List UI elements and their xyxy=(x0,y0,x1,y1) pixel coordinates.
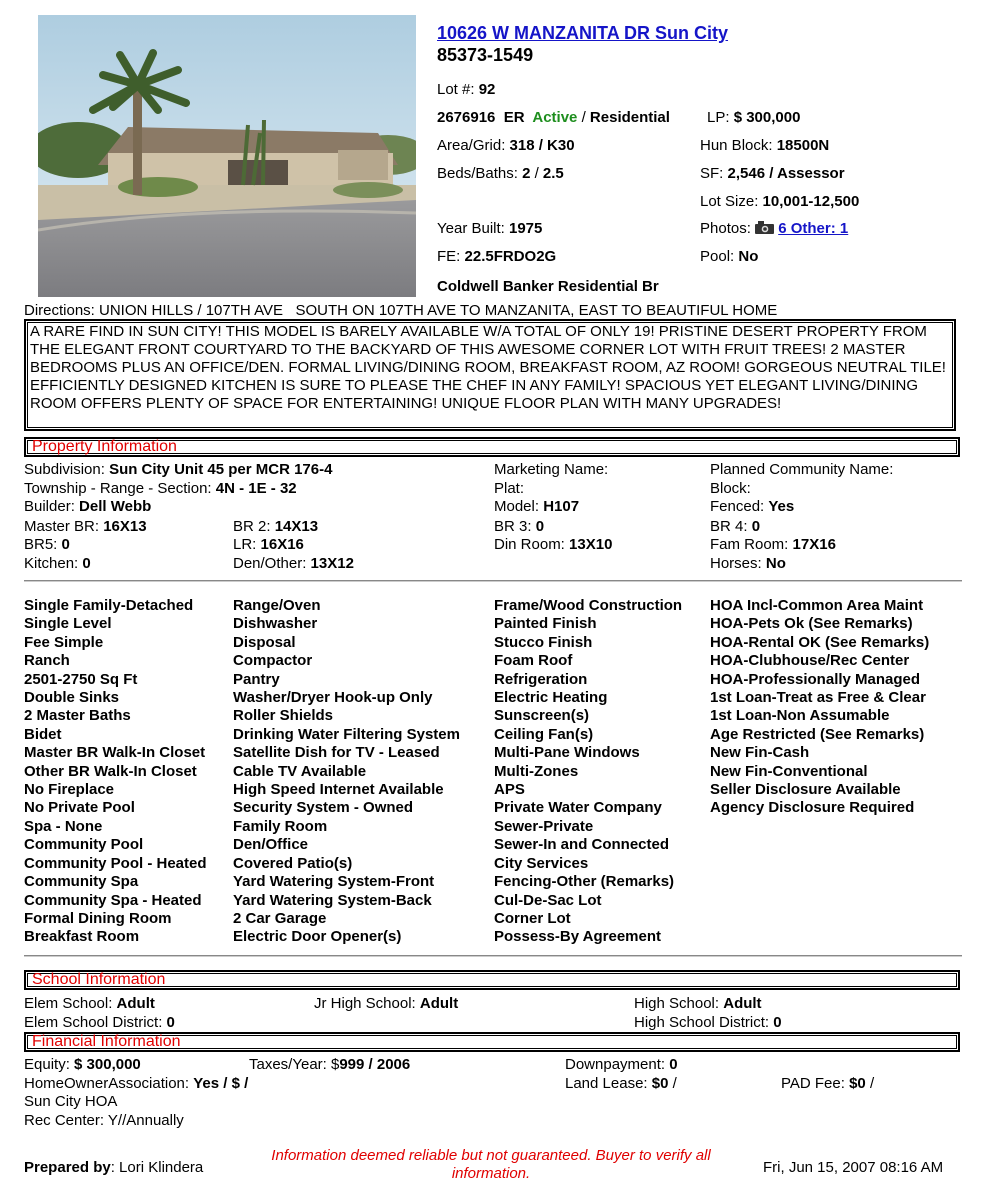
status-badge: Active xyxy=(532,109,578,126)
feature-item: Frame/Wood Construction xyxy=(494,597,683,614)
feature-item: Agency Disclosure Required xyxy=(710,799,915,817)
high-district-label: High School District: xyxy=(634,1014,770,1031)
feature-item: Multi-Pane Windows xyxy=(494,744,640,762)
hoa-label: HomeOwnerAssociation: xyxy=(24,1075,190,1092)
trs-label: Township - Range - Section: xyxy=(24,480,212,497)
hoa-field xyxy=(24,1074,248,1093)
lr-label: LR: xyxy=(233,536,257,553)
elem-district-label: Elem School District: xyxy=(24,1014,163,1031)
hoa-name: Sun City HOA xyxy=(24,1093,118,1110)
feature-item: New Fin-Cash xyxy=(710,744,810,762)
baths-value: 2.5 xyxy=(542,165,564,182)
feature-item: Sunscreen(s) xyxy=(494,707,590,725)
lot-label: Lot #: xyxy=(437,81,475,98)
model-value: H107 xyxy=(543,498,580,515)
pool-value: No xyxy=(738,248,759,265)
feature-item: Formal Dining Room xyxy=(24,909,172,927)
br4-field xyxy=(710,517,760,536)
photos-row xyxy=(700,219,848,238)
fenced-field xyxy=(710,497,794,516)
br4-label: BR 4: xyxy=(710,518,748,535)
jr-high-field xyxy=(314,994,458,1013)
sqft-row xyxy=(700,164,845,183)
elem-district-value: 0 xyxy=(166,1014,175,1031)
br3-label: BR 3: xyxy=(494,518,532,535)
feature-item: Private Water Company xyxy=(494,799,662,817)
lot-value: 92 xyxy=(478,81,496,98)
kitchen-field xyxy=(24,554,91,573)
feature-item: Multi-Zones xyxy=(494,762,579,780)
feature-item: Painted Finish xyxy=(494,615,597,633)
marketing-name-field: Marketing Name: xyxy=(494,461,609,478)
planned-community-field: Planned Community Name: xyxy=(710,461,894,478)
feature-item: Roller Shields xyxy=(233,707,334,725)
prepared-by xyxy=(24,1158,203,1177)
plat-field: Plat: xyxy=(494,480,525,497)
township-field xyxy=(24,479,297,498)
lot-number-row xyxy=(437,80,495,99)
feature-item: Sewer-In and Connected xyxy=(494,836,670,854)
lot-size-value: 10,001-12,500 xyxy=(762,193,860,210)
lot-size-label: Lot Size: xyxy=(700,193,759,210)
feature-item: Spa - None xyxy=(24,817,103,835)
equity-label: Equity: xyxy=(24,1056,70,1073)
beds-label: Beds/Baths: xyxy=(437,165,518,182)
feature-item: Electric Heating xyxy=(494,689,608,707)
din-label: Din Room: xyxy=(494,536,565,553)
feature-item: No Fireplace xyxy=(24,781,115,799)
feature-item: Yard Watering System-Front xyxy=(233,873,435,891)
divider xyxy=(24,955,962,957)
hun-block-row xyxy=(700,136,829,155)
din-room-field xyxy=(494,535,612,554)
feature-item: Community Pool - Heated xyxy=(24,854,207,872)
fe-row xyxy=(437,247,556,266)
feature-item: Foam Roof xyxy=(494,652,573,670)
feature-item: City Services xyxy=(494,854,589,872)
feature-item: Washer/Dryer Hook-up Only xyxy=(233,689,433,707)
pad-label: PAD Fee: xyxy=(781,1075,845,1092)
builder-value: Dell Webb xyxy=(79,498,152,515)
din-value: 13X10 xyxy=(569,536,613,553)
pool-row xyxy=(700,247,758,266)
feature-item: Stucco Finish xyxy=(494,633,593,651)
feature-item: Ranch xyxy=(24,652,70,670)
elem-district-field xyxy=(24,1013,175,1032)
feature-item: Community Spa - Heated xyxy=(24,891,202,909)
lp-value: $ 300,000 xyxy=(733,109,801,126)
lp-label: LP: xyxy=(707,109,730,126)
feature-item: Drinking Water Filtering System xyxy=(233,725,460,743)
elem-label: Elem School: xyxy=(24,995,113,1012)
sf-label: SF: xyxy=(700,165,724,182)
model-label: Model: xyxy=(494,498,540,515)
property-photo xyxy=(38,15,416,297)
builder-label: Builder: xyxy=(24,498,75,515)
area-value: 318 / K30 xyxy=(509,137,575,154)
feature-item: Fee Simple xyxy=(24,633,104,651)
address-zip: 85373-1549 xyxy=(437,45,534,65)
school-info-title: School Information xyxy=(32,971,166,988)
feature-item: HOA-Professionally Managed xyxy=(710,670,921,688)
br2-field xyxy=(233,517,318,536)
feature-item: Satellite Dish for TV - Leased xyxy=(233,744,440,762)
equity-field xyxy=(24,1055,141,1074)
feature-item: Compactor xyxy=(233,652,313,670)
directions-text: Directions: UNION HILLS / 107TH AVE SOUTH ON 107TH AVE TO MANZANITA, EAST TO BEAUTIFUL HOME xyxy=(24,302,778,319)
school-info-header xyxy=(24,970,960,990)
features-column xyxy=(710,597,929,818)
list-price-row xyxy=(707,108,800,127)
feature-item: Refrigeration xyxy=(494,670,588,688)
feature-item: Range/Oven xyxy=(233,597,321,614)
pool-label: Pool: xyxy=(700,248,735,265)
horses-label: Horses: xyxy=(710,555,762,572)
feature-item: HOA Incl-Common Area Maint xyxy=(710,597,924,614)
fe-value: 22.5FRDO2G xyxy=(464,248,557,265)
den-value: 13X12 xyxy=(310,555,354,572)
feature-item: HOA-Rental OK (See Remarks) xyxy=(710,633,930,651)
kitchen-label: Kitchen: xyxy=(24,555,79,572)
features-column xyxy=(494,597,682,947)
master-br-field xyxy=(24,517,147,536)
feature-item: Age Restricted (See Remarks) xyxy=(710,725,925,743)
down-value: 0 xyxy=(669,1056,678,1073)
beds-baths-row xyxy=(437,164,564,183)
den-label: Den/Other: xyxy=(233,555,307,572)
taxes-value: 999 / 2006 xyxy=(339,1056,411,1073)
feature-item: Single Family-Detached xyxy=(24,597,194,614)
feature-item: Fencing-Other (Remarks) xyxy=(494,873,675,891)
area-grid-row xyxy=(437,136,575,155)
br5-label: BR5: xyxy=(24,536,58,553)
property-photo-image xyxy=(38,15,416,297)
br2-value: 14X13 xyxy=(274,518,319,535)
feature-item: Community Spa xyxy=(24,873,139,891)
jr-label: Jr High School: xyxy=(314,995,416,1012)
jr-value: Adult xyxy=(419,995,459,1012)
feature-item: 2 Master Baths xyxy=(24,707,131,725)
year-value: 1975 xyxy=(509,220,543,237)
subdivision-label: Subdivision: xyxy=(24,461,105,478)
br3-field xyxy=(494,517,544,536)
prepared-label: Prepared by xyxy=(24,1159,111,1176)
master-value: 16X13 xyxy=(103,518,147,535)
feature-item: New Fin-Conventional xyxy=(710,762,868,780)
sf-value: 2,546 / Assessor xyxy=(727,165,845,182)
fenced-label: Fenced: xyxy=(710,498,765,515)
feature-item: Possess-By Agreement xyxy=(494,928,662,946)
hoa-rest: / $ / xyxy=(223,1075,249,1092)
feature-item: HOA-Pets Ok (See Remarks) xyxy=(710,615,913,633)
address-link[interactable]: 10626 W MANZANITA DR Sun City xyxy=(437,23,729,43)
property-info-title: Property Information xyxy=(32,438,177,455)
feature-item: 1st Loan-Treat as Free & Clear xyxy=(710,689,926,707)
fenced-value: Yes xyxy=(768,498,795,515)
high-district-field xyxy=(634,1013,782,1032)
year-label: Year Built: xyxy=(437,220,505,237)
feature-item: Family Room xyxy=(233,817,328,835)
area-label: Area/Grid: xyxy=(437,137,506,154)
property-type: Residential xyxy=(589,109,670,126)
feature-item: Cul-De-Sac Lot xyxy=(494,891,602,909)
feature-item: High Speed Internet Available xyxy=(233,781,444,799)
feature-item: Ceiling Fan(s) xyxy=(494,725,594,743)
mls-type: ER xyxy=(503,109,525,126)
hoa-value: Yes xyxy=(193,1075,220,1092)
feature-item: Dishwasher xyxy=(233,615,318,633)
feature-item: HOA-Clubhouse/Rec Center xyxy=(710,652,910,670)
pad-value: $0 xyxy=(849,1075,866,1092)
block-field: Block: xyxy=(710,480,751,497)
high-school-field xyxy=(634,994,762,1013)
high-label: High School: xyxy=(634,995,720,1012)
feature-item: Den/Office xyxy=(233,836,309,854)
br5-field xyxy=(24,535,70,554)
feature-item: Yard Watering System-Back xyxy=(233,891,432,909)
feature-item: Cable TV Available xyxy=(233,762,367,780)
down-label: Downpayment: xyxy=(565,1056,666,1073)
den-field xyxy=(233,554,354,573)
feature-item: Pantry xyxy=(233,670,280,688)
feature-item: Single Level xyxy=(24,615,112,633)
pad-rest: / xyxy=(869,1075,875,1092)
fe-label: FE: xyxy=(437,248,461,265)
elem-school-field xyxy=(24,994,155,1013)
fam-value: 17X16 xyxy=(792,536,836,553)
taxes-label: Taxes/Year: $ xyxy=(249,1056,340,1073)
feature-item: Disposal xyxy=(233,633,296,651)
property-info-header xyxy=(24,437,960,457)
br4-value: 0 xyxy=(751,518,761,535)
horses-field xyxy=(710,554,786,573)
lr-field xyxy=(233,535,304,554)
feature-item: APS xyxy=(494,781,525,799)
feature-item: Sewer-Private xyxy=(494,817,594,835)
camera-icon[interactable] xyxy=(755,220,774,233)
feature-item: Corner Lot xyxy=(494,909,571,927)
mls-number: 2676916 xyxy=(437,109,496,126)
status-separator: / xyxy=(581,109,586,126)
feature-item: 1st Loan-Non Assumable xyxy=(710,707,890,725)
feature-item: Seller Disclosure Available xyxy=(710,781,901,799)
land-value: $0 xyxy=(651,1075,669,1092)
features-column xyxy=(24,597,207,947)
remarks-text: A RARE FIND IN SUN CITY! THIS MODEL IS BARELY AVAILABLE W/A TOTAL OF ONLY 19! PRISTINE DESERT PROPERTY FROM THE ELEGANT FRONT COURTYARD TO THE BACKYARD OF THIS AWESOME CORNER LOT WITH FRUIT TREES! 2 MASTER BEDROOMS PLUS AN OFFICE/DEN. FORMAL LIVING/DINING ROOM, BREAKFAST ROOM, AZ ROOM! GORGEOUS NEUTRAL TILE! EFFICIENTLY DESIGNED KITCHEN IS SURE TO PLEASE THE CHEF IN ANY FAMILY! SPACIOUS YET ELEGANT LIVING/DINING ROOM OFFERS PLENTY OF SPACE FOR ENTERTAINING! UNIQUE FLOOR PLAN WITH MANY UPGRADES! xyxy=(30,323,946,412)
br2-label: BR 2: xyxy=(233,518,271,535)
brokerage-name: Coldwell Banker Residential Br xyxy=(437,278,659,295)
master-label: Master BR: xyxy=(24,518,100,535)
fam-label: Fam Room: xyxy=(710,536,789,553)
horses-value: No xyxy=(765,555,786,572)
print-timestamp: Fri, Jun 15, 2007 08:16 AM xyxy=(763,1159,944,1176)
high-district-value: 0 xyxy=(773,1014,782,1031)
disclaimer: Information deemed reliable but not guaranteed. Buyer to verify all information. xyxy=(271,1147,711,1182)
land-label: Land Lease: xyxy=(565,1075,648,1092)
feature-item: Electric Door Opener(s) xyxy=(233,928,402,946)
remarks-box xyxy=(24,319,956,431)
lr-value: 16X16 xyxy=(260,536,304,553)
model-field xyxy=(494,497,579,516)
photos-label: Photos: xyxy=(700,220,751,237)
equity-value: $ 300,000 xyxy=(74,1056,141,1073)
pad-fee-field xyxy=(781,1074,874,1093)
br5-value: 0 xyxy=(61,536,70,553)
builder-field xyxy=(24,497,151,516)
financial-info-header xyxy=(24,1032,960,1052)
feature-item: Breakfast Room xyxy=(24,928,140,946)
trs-value: 4N - 1E - 32 xyxy=(215,480,297,497)
feature-item: Security System - Owned xyxy=(233,799,414,817)
downpayment-field xyxy=(565,1055,678,1074)
subdivision-field xyxy=(24,460,332,479)
rec-center: Rec Center: Y//Annually xyxy=(24,1112,184,1129)
elem-value: Adult xyxy=(116,995,155,1012)
feature-item: Community Pool xyxy=(24,836,144,854)
prepared-value: : Lori Klindera xyxy=(110,1159,204,1176)
divider xyxy=(24,580,962,582)
land-rest: / xyxy=(672,1075,677,1092)
photos-link[interactable]: 6 Other: 1 xyxy=(778,220,849,237)
hun-label: Hun Block: xyxy=(700,137,773,154)
high-value: Adult xyxy=(723,995,762,1012)
feature-item: 2 Car Garage xyxy=(233,909,327,927)
feature-item: Other BR Walk-In Closet xyxy=(24,762,197,780)
beds-value: 2 xyxy=(522,165,531,182)
kitchen-value: 0 xyxy=(82,555,91,572)
feature-item: Covered Patio(s) xyxy=(233,854,353,872)
fam-room-field xyxy=(710,535,836,554)
lot-size-row xyxy=(700,192,859,211)
beds-separator: / xyxy=(534,165,539,182)
subdivision-value: Sun City Unit 45 per MCR 176-4 xyxy=(109,461,333,478)
financial-info-title: Financial Information xyxy=(32,1033,181,1050)
br3-value: 0 xyxy=(535,518,545,535)
feature-item: 2501-2750 Sq Ft xyxy=(24,670,138,688)
listing-address xyxy=(437,22,728,66)
year-built-row xyxy=(437,219,542,238)
taxes-field xyxy=(249,1055,410,1074)
features-column xyxy=(233,597,460,947)
feature-item: Master BR Walk-In Closet xyxy=(24,744,206,762)
land-lease-field xyxy=(565,1074,677,1093)
hun-value: 18500N xyxy=(776,137,830,154)
mls-status-row xyxy=(437,108,670,127)
feature-item: Double Sinks xyxy=(24,689,120,707)
feature-item: Bidet xyxy=(24,725,62,743)
feature-item: No Private Pool xyxy=(24,799,135,817)
